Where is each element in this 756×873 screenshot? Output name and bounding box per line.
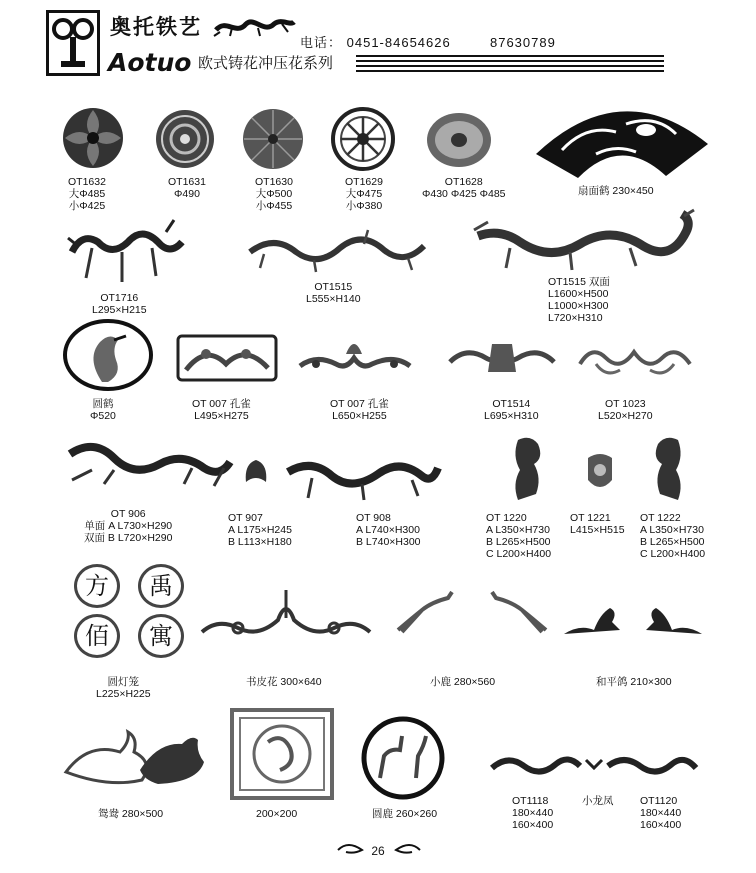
caption-line: 小Φ425	[68, 200, 106, 212]
header-rule	[356, 65, 664, 67]
caption-line: L495×H275	[194, 410, 249, 422]
phone-number-1: 0451-84654626	[346, 35, 451, 50]
caption-mandarin-duck	[98, 808, 163, 820]
lantern-char: 禹	[138, 564, 184, 608]
rosette-ot1628-image	[424, 110, 494, 170]
caption-line: 160×400	[512, 819, 554, 831]
rosette-ot1629-image	[330, 106, 396, 172]
caption-ot1514	[484, 398, 539, 422]
phoenix-ot906-image	[64, 434, 236, 500]
caption-line: Φ520	[90, 410, 116, 422]
caption-line: 160×400	[640, 819, 682, 831]
caption-line: A L350×H730	[486, 524, 550, 536]
caption-line: L415×H515	[570, 524, 625, 536]
caption-peace-dove	[596, 676, 672, 688]
page-number: 26	[371, 844, 385, 858]
caption-ot1716	[92, 292, 147, 316]
bell-scroll-ot1514-image	[446, 332, 558, 384]
small-deer-image	[392, 590, 552, 634]
caption-panel-200	[256, 808, 297, 820]
caption-line: OT1629	[345, 176, 383, 188]
caption-round-crane	[90, 398, 116, 422]
caption-line: 鸳鸯 280×500	[98, 808, 164, 820]
brand-name-cn: 奥托铁艺	[110, 14, 202, 39]
caption-ot1023	[598, 398, 653, 422]
caption-ot906	[84, 508, 172, 544]
lantern-char: 佰	[74, 614, 120, 658]
caption-line: C L200×H400	[486, 548, 552, 560]
brand-logo	[46, 10, 100, 76]
dragon-ot908-image	[282, 448, 442, 504]
caption-ot1631	[168, 176, 206, 200]
caption-ot007-b	[330, 398, 389, 422]
book-flower-image	[198, 588, 374, 646]
caption-line: OT 1222	[640, 512, 681, 524]
fan-crane-image	[526, 94, 716, 182]
small-dragon-phoenix-image	[488, 746, 700, 782]
caption-line: 圆鹤	[92, 398, 114, 410]
caption-line: L1000×H300	[548, 300, 609, 312]
caption-line: OT1514	[492, 398, 531, 410]
header-rule	[356, 60, 664, 62]
peacock-ot007-image	[296, 334, 414, 380]
caption-line: 小鹿 280×560	[430, 676, 496, 688]
caption-line: B L740×H300	[356, 536, 421, 548]
caption-line: OT 007 孔雀	[192, 398, 251, 410]
round-crane-image	[62, 318, 154, 392]
caption-ot1221	[570, 512, 625, 536]
caption-ot1629	[345, 176, 383, 212]
header-rule	[356, 70, 664, 72]
caption-line: OT 907	[228, 512, 263, 524]
dragon-ornament-icon	[212, 14, 296, 40]
caption-line: OT1630	[255, 176, 293, 188]
square-panel-image	[230, 708, 334, 800]
rosette-ot1631-image	[154, 108, 216, 170]
caption-round-lantern	[96, 676, 151, 700]
caption-line: OT 007 孔雀	[330, 398, 389, 410]
caption-ot908	[356, 512, 421, 548]
caption-line: 单面 A L730×H290	[84, 520, 173, 532]
caption-line: OT1631	[168, 176, 206, 188]
caption-line: L695×H310	[484, 410, 539, 422]
caption-line: OT 906	[110, 508, 146, 520]
caption-line: Φ490	[174, 188, 200, 200]
caption-line: 和平鸽 210×300	[596, 676, 672, 688]
caption-line: 大Φ485	[68, 188, 106, 200]
caption-line: L555×H140	[306, 293, 361, 305]
round-lantern-image	[74, 564, 190, 660]
caption-line: 圆灯笼	[107, 676, 140, 688]
caption-line: 180×440	[512, 807, 554, 819]
caption-ot907	[228, 512, 292, 548]
rosette-ot1630-image	[240, 106, 306, 172]
caption-line: 大Φ475	[345, 188, 383, 200]
caption-line: OT 908	[356, 512, 391, 524]
caption-line: 大Φ500	[255, 188, 293, 200]
scroll-ot1023-image	[576, 334, 694, 382]
caption-ot1628	[422, 176, 506, 200]
brand-name-en: Aotuo	[108, 48, 192, 77]
caption-line: OT 1221	[570, 512, 611, 524]
caption-line: L720×H310	[548, 312, 603, 324]
caption-line: L650×H255	[332, 410, 387, 422]
caption-line: C L200×H400	[640, 548, 706, 560]
dragon-ot1515-image	[244, 224, 430, 274]
caption-line: L520×H270	[598, 410, 653, 422]
caption-line: A L175×H245	[228, 524, 292, 536]
caption-line: 小Φ380	[345, 200, 383, 212]
caption-line: L225×H225	[96, 688, 151, 700]
caption-ot1118	[512, 795, 553, 831]
lion-ot1220-image	[508, 434, 546, 506]
dragon-ot1716-image	[62, 212, 188, 290]
header-rule	[356, 55, 664, 57]
logo-mark-icon	[49, 13, 97, 73]
caption-ot1120	[640, 795, 681, 831]
peace-dove-image	[560, 594, 706, 644]
caption-line: Φ430 Φ425 Φ485	[422, 188, 506, 200]
caption-line: OT1118	[512, 795, 549, 807]
caption-line: 双面 B L720×H290	[84, 532, 173, 544]
caption-line: L1600×H500	[548, 288, 609, 300]
caption-line: OT1628	[444, 176, 483, 188]
caption-ot1632	[68, 176, 106, 212]
shield-ornament-ot1221-image	[582, 450, 618, 496]
caption-fan-crane	[578, 185, 654, 197]
caption-line: OT1120	[640, 795, 678, 807]
caption-line: OT1632	[68, 176, 106, 188]
lantern-char: 寓	[138, 614, 184, 658]
phone-number-2: 87630789	[489, 35, 556, 50]
caption-line: 180×440	[640, 807, 682, 819]
caption-line: 扇面鹤 230×450	[578, 185, 654, 197]
caption-line: 书皮花 300×640	[246, 676, 322, 688]
lantern-char: 方	[74, 564, 120, 608]
mandarin-duck-image	[58, 722, 210, 790]
caption-line: B L265×H500	[486, 536, 551, 548]
caption-line: 圆鹿 260×260	[372, 808, 438, 820]
caption-line: 小Φ455	[255, 200, 293, 212]
caption-line: OT 1220	[486, 512, 527, 524]
peacock-panel-ot007-image	[176, 334, 278, 382]
caption-ot1515	[306, 281, 361, 305]
caption-ot1222	[640, 512, 705, 560]
caption-line: OT1515 双面	[548, 276, 610, 288]
rosette-ot1632-image	[60, 105, 126, 171]
caption-line: 200×200	[256, 808, 298, 820]
caption-line: B L265×H500	[640, 536, 705, 548]
caption-small-deer	[430, 676, 495, 688]
phone-label: 电话：	[300, 35, 343, 50]
caption-line: L295×H215	[92, 304, 147, 316]
caption-line: OT1716	[100, 292, 139, 304]
caption-line: OT1515	[314, 281, 353, 293]
caption-line: A L350×H730	[640, 524, 704, 536]
caption-ot1220	[486, 512, 551, 560]
series-title: 欧式铸花冲压花系列	[198, 54, 334, 72]
caption-line: OT 1023	[604, 398, 646, 410]
small-ornament-ot907-image	[240, 454, 272, 488]
caption-line: B L113×H180	[228, 536, 292, 548]
phone-line	[300, 32, 556, 51]
caption-book-flower	[246, 676, 322, 688]
lion-ot1222-image	[650, 434, 688, 506]
round-deer-image	[360, 716, 446, 800]
caption-ot1630	[255, 176, 293, 212]
caption-ot007-a	[192, 398, 251, 422]
caption-ot1515-double	[548, 276, 610, 324]
caption-line: A L740×H300	[356, 524, 420, 536]
caption-round-deer	[372, 808, 437, 820]
caption-small-dragon-phoenix	[582, 795, 614, 807]
caption-line: 小龙凤	[582, 795, 614, 807]
